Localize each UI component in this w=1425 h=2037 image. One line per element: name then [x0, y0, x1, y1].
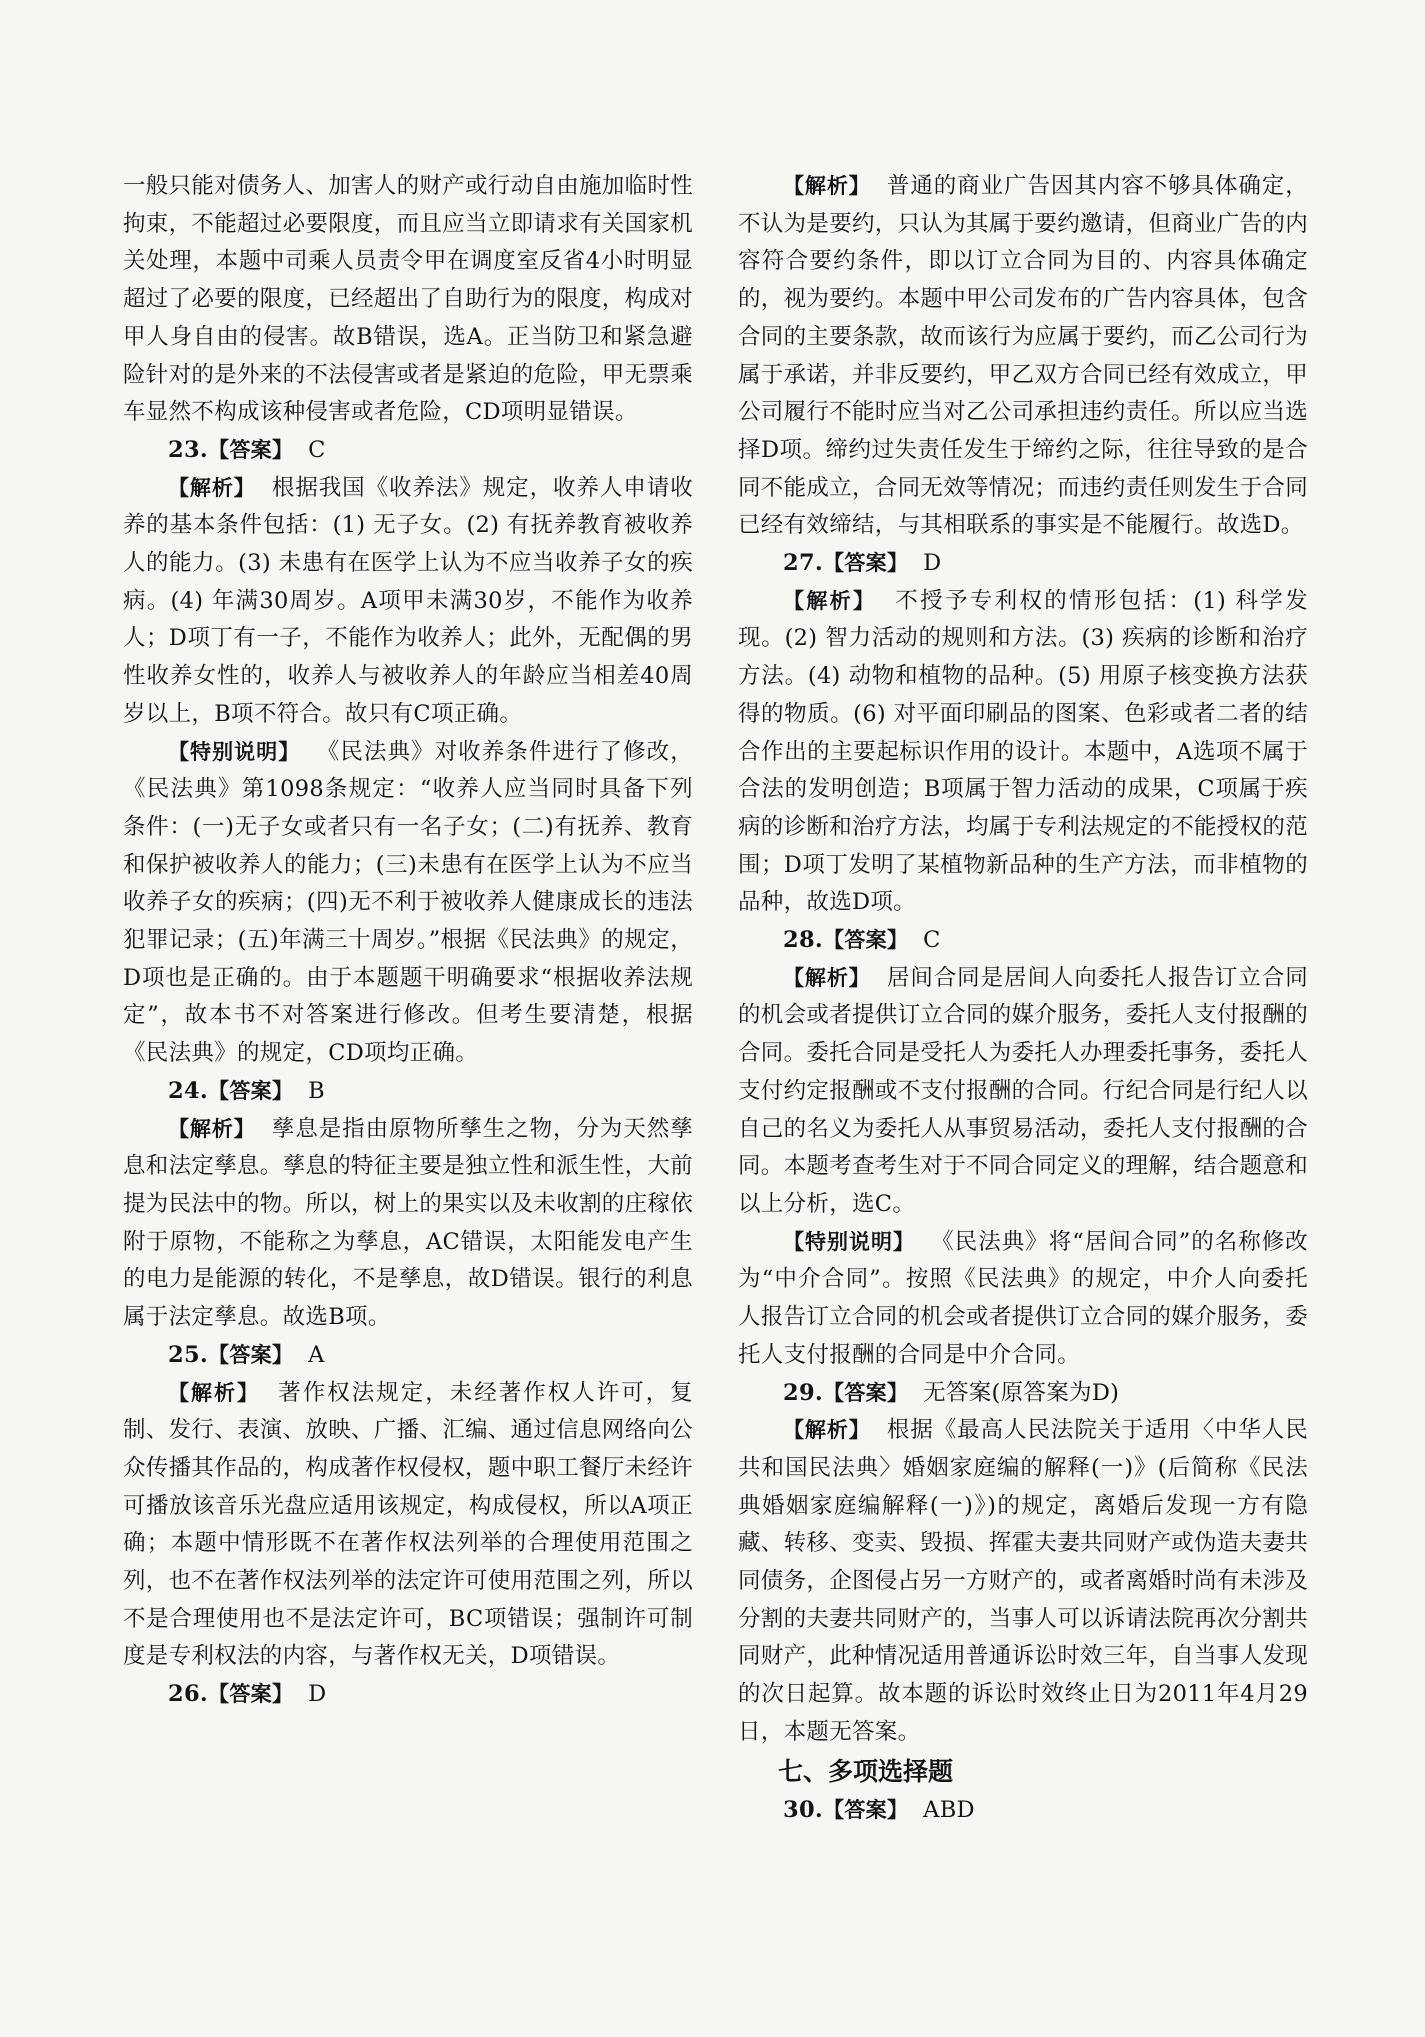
section-heading: 七、多项选择题: [778, 1756, 954, 1786]
paragraph-continuation: 一般只能对债务人、加害人的财产或行动自由施加临时性拘束，不能超过必要限度，而且应当立即请求有关国家机关处理，本题中司乘人员责令甲在调度室反省4小时明显超过了必要的限度，已经超出了自助行为的限度，构成对甲人身自由的侵害。故B错误，选A。正当防卫和紧急避险针对的是外来的不法侵害或者是紧迫的危险，甲无票乘车显然不构成该种侵害或者危险，CD项明显错误。: [123, 173, 694, 426]
answer-23: 23.【答案】 C: [168, 436, 326, 463]
answer-27: 27.【答案】 D: [783, 550, 942, 577]
analysis-29: 【解析】 根据《最高人民法院关于适用〈中华人民共和国民法典〉婚姻家庭编的解释(一)》(后简称《民法典婚姻家庭编解释(一)》)的规定，离婚后发现一方有隐藏、转移、变卖、毁损、挥霍夫妻共同财产或伪造夫妻共同债务，企图侵占另一方财产的，或者离婚时尚有未涉及分割的夫妻共同财产的，当事人可以诉请法院再次分割共同财产，此种情况适用普通诉讼时效三年，自当事人发现的次日起算。故本题的诉讼时效终止日为2011年4月29日，本题无答案。: [738, 1417, 1309, 1745]
analysis-24: 【解析】 孳息是指由原物所孳生之物，分为天然孳息和法定孳息。孳息的特征主要是独立性和派生性，大前提为民法中的物。所以，树上的果实以及未收割的庄稼依附于原物，不能称之为孳息，AC错误，太阳能发电产生的电力是能源的转化，不是孳息，故D错误。银行的利息属于法定孳息。故选B项。: [123, 1115, 694, 1331]
answer-28: 28.【答案】 C: [783, 927, 941, 954]
answer-26: 26.【答案】 D: [168, 1681, 327, 1708]
analysis-25: 【解析】 著作权法规定，未经著作权人许可，复制、发行、表演、放映、广播、汇编、通过信息网络向公众传播其作品的，构成著作权侵权，题中职工餐厅未经许可播放该音乐光盘应适用该规定，构成侵权，所以A项正确；本题中情形既不在著作权法列举的合理使用范围之列，也不在著作权法列举的法定许可使用范围之列，所以不是合理使用也不是法定许可，BC项错误；强制许可制度是专利权法的内容，与著作权无关，D项错误。: [123, 1379, 694, 1670]
special-note-23: 【特别说明】 《民法典》对收养条件进行了修改，《民法典》第1098条规定：“收养人应当同时具备下列条件：(一)无子女或者只有一名子女；(二)有抚养、教育和保护被收养人的能力；(三)未患有在医学上认为不应当收养子女的疾病；(四)无不利于被收养人健康成长的违法犯罪记录；(五)年满三十周岁。”根据《民法典》的规定，D项也是正确的。由于本题题干明确要求“根据收养法规定”，故本书不对答案进行修改。但考生要清楚，根据《民法典》的规定，CD项均正确。: [123, 738, 693, 1067]
special-note-28: 【特别说明】 《民法典》将“居间合同”的名称修改为“中介合同”。按照《民法典》的规定，中介人向委托人报告订立合同的机会或者提供订立合同的媒介服务，委托人支付报酬的合同是中介合同。: [738, 1228, 1309, 1368]
answer-30: 30.【答案】 ABD: [783, 1796, 975, 1823]
analysis-28: 【解析】 居间合同是居间人向委托人报告订立合同的机会或者提供订立合同的媒介服务，委托人支付报酬的合同。委托合同是受托人为委托人办理委托事务，委托人支付约定报酬或不支付报酬的合同。行纪合同是行纪人以自己的名义为委托人从事贸易活动，委托人支付报酬的合同。本题考查考生对于不同合同定义的理解，结合题意和以上分析，选C。: [738, 964, 1309, 1217]
analysis-27: 【解析】 不授予专利权的情形包括：(1) 科学发现。(2) 智力活动的规则和方法。(3) 疾病的诊断和治疗方法。(4) 动物和植物的品种。(5) 用原子核变换方法获得的物质。(6) 对平面印刷品的图案、色彩或者二者的结合作出的主要起标识作用的设计。本题中，A选项不属于合法的发明创造；B项属于智力活动的成果，C项属于疾病的诊断和治疗方法，均属于专利法规定的不能授权的范围；D项丁发明了某植物新品种的生产方法，而非植物的品种，故选D项。: [738, 587, 1309, 916]
left-column: [123, 168, 693, 1714]
answer-29: 29.【答案】 无答案(原答案为D): [783, 1379, 1120, 1406]
right-column: [738, 168, 1308, 1829]
answer-24: 24.【答案】 B: [168, 1077, 325, 1104]
answer-25: 25.【答案】 A: [168, 1341, 325, 1368]
analysis-26: 【解析】 普通的商业广告因其内容不够具体确定，不认为是要约，只认为其属于要约邀请，但商业广告的内容符合要约条件，即以订立合同为目的、内容具体确定的，视为要约。本题中甲公司发布的广告内容具体，包含合同的主要条款，故而该行为应属于要约，而乙公司行为属于承诺，并非反要约，甲乙双方合同已经有效成立，甲公司履行不能时应当对乙公司承担违约责任。所以应当选择D项。缔约过失责任发生于缔约之际，往往导致的是合同不能成立，合同无效等情况；而违约责任则发生于合同已经有效缔结，与其相联系的事实是不能履行。故选D。: [738, 173, 1309, 539]
analysis-23: 【解析】 根据我国《收养法》规定，收养人申请收养的基本条件包括：(1) 无子女。(2) 有抚养教育被收养人的能力。(3) 未患有在医学上认为不应当收养子女的疾病。(4) 年满30周岁。A项甲未满30岁，不能作为收养人；D项丁有一子，不能作为收养人；此外，无配偶的男性收养女性的，收养人与被收养人的年龄应当相差40周岁以上，B项不符合。故只有C项正确。: [123, 474, 693, 727]
